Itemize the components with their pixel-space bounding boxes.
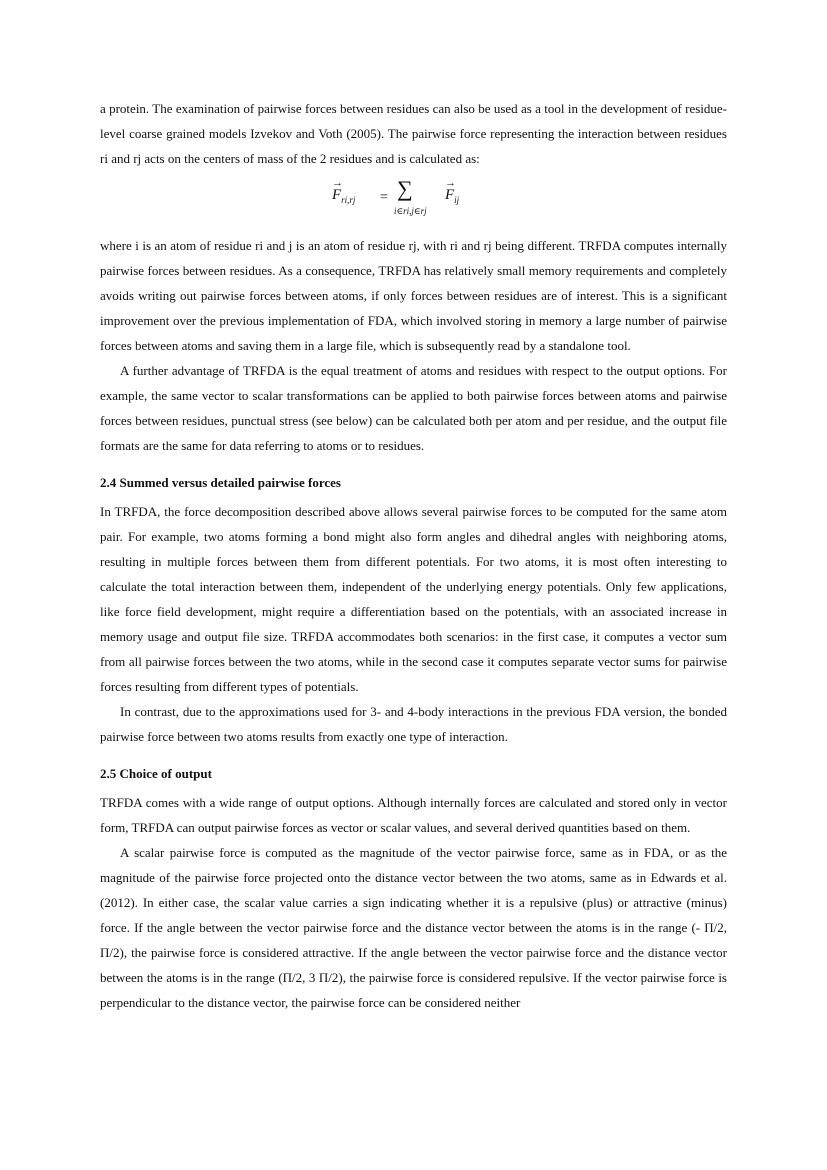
equation-sum-subscript: i∈ri,j∈rj bbox=[394, 206, 427, 216]
equation-rhs bbox=[445, 183, 459, 213]
paragraph-atom-definition: where i is an atom of residue ri and j is an atom of residue rj, with ri and rj being different. TRFDA computes internally pairwise forces between residues. As a consequence, TRFDA has relatively small memory requirements and completely avoids writing out pairwise forces between atoms, if only forces between residues are of interest. This is a significant improvement over the previous implementation of FDA, which involved storing in memory a large number of pairwise forces between atoms and saving them in a large file, which is subsequently read by a standalone tool. bbox=[100, 238, 727, 353]
equation-residue-pairwise-force bbox=[100, 175, 727, 233]
section-heading-summed-vs-detailed: 2.4 Summed versus detailed pairwise forces bbox=[100, 475, 341, 490]
paragraph-output-options: TRFDA comes with a wide range of output options. Although internally forces are calculated and stored only in vector form, TRFDA can output pairwise forces as vector or scalar values, and several derived quantities based on them. bbox=[100, 795, 727, 835]
document-page bbox=[100, 96, 727, 1015]
equation-lhs bbox=[332, 183, 355, 213]
paragraph-previous-fda: In contrast, due to the approximations used for 3- and 4-body interactions in the previous FDA version, the bonded pairwise force between two atoms results from exactly one type of interaction. bbox=[100, 704, 727, 744]
paragraph-equal-treatment: A further advantage of TRFDA is the equal treatment of atoms and residues with respect to the output options. For example, the same vector to scalar transformations can be applied to both pairwise forces between atoms and pairwise forces between residues, punctual stress (see below) can be calculated both per atom and per residue, and the output file formats are the same for data referring to atoms or to residues. bbox=[100, 363, 727, 453]
equation-sum-symbol: ∑ bbox=[397, 176, 413, 201]
paragraph-scalar-force: A scalar pairwise force is computed as the magnitude of the vector pairwise force, same as in FDA, or as the magnitude of the pairwise force projected onto the distance vector between the two atoms, same as in Edwards et al. (2012). In either case, the scalar value carries a sign indicating whether it is a repulsive (plus) or attractive (minus) force. If the angle between the vector pairwise force and the distance vector between the atoms is in the range (- Π/2, Π/2), the pairwise force is considered attractive. If the angle between the vector pairwise force and the distance vector between the atoms is in the range (Π/2, 3 Π/2), the pairwise force is considered repulsive. If the vector pairwise force is perpendicular to the distance vector, the pairwise force can be considered neither bbox=[100, 845, 727, 1010]
paragraph-residue-forces: a protein. The examination of pairwise forces between residues can also be used as a tool in the development of residue-level coarse grained models Izvekov and Voth (2005). The pairwise force representing the interaction between residues ri and rj acts on the centers of mass of the 2 residues and is calculated as: bbox=[100, 101, 727, 166]
equation-rhs-subscript: ij bbox=[454, 195, 460, 205]
equation-lhs-vector: → F bbox=[332, 183, 341, 208]
equation-lhs-subscript: ri,rj bbox=[341, 195, 356, 205]
equation-equals: = bbox=[380, 190, 388, 205]
section-heading-choice-of-output: 2.5 Choice of output bbox=[100, 766, 212, 781]
equation-rhs-vector: → F bbox=[445, 183, 454, 208]
paragraph-force-decomposition: In TRFDA, the force decomposition described above allows several pairwise forces to be computed for the same atom pair. For example, two atoms forming a bond might also form angles and dihedral angles with neighboring atoms, resulting in multiple forces between them from different potentials. For two atoms, it is most often interesting to calculate the total interaction between them, independent of the underlying energy potentials. Only few applications, like force field development, might require a differentiation based on the potentials, with an associated increase in memory usage and output file size. TRFDA accommodates both scenarios: in the first case, it computes a vector sum from all pairwise forces between the two atoms, while in the second case it computes separate vector sums for pairwise forces resulting from different types of potentials. bbox=[100, 504, 727, 694]
